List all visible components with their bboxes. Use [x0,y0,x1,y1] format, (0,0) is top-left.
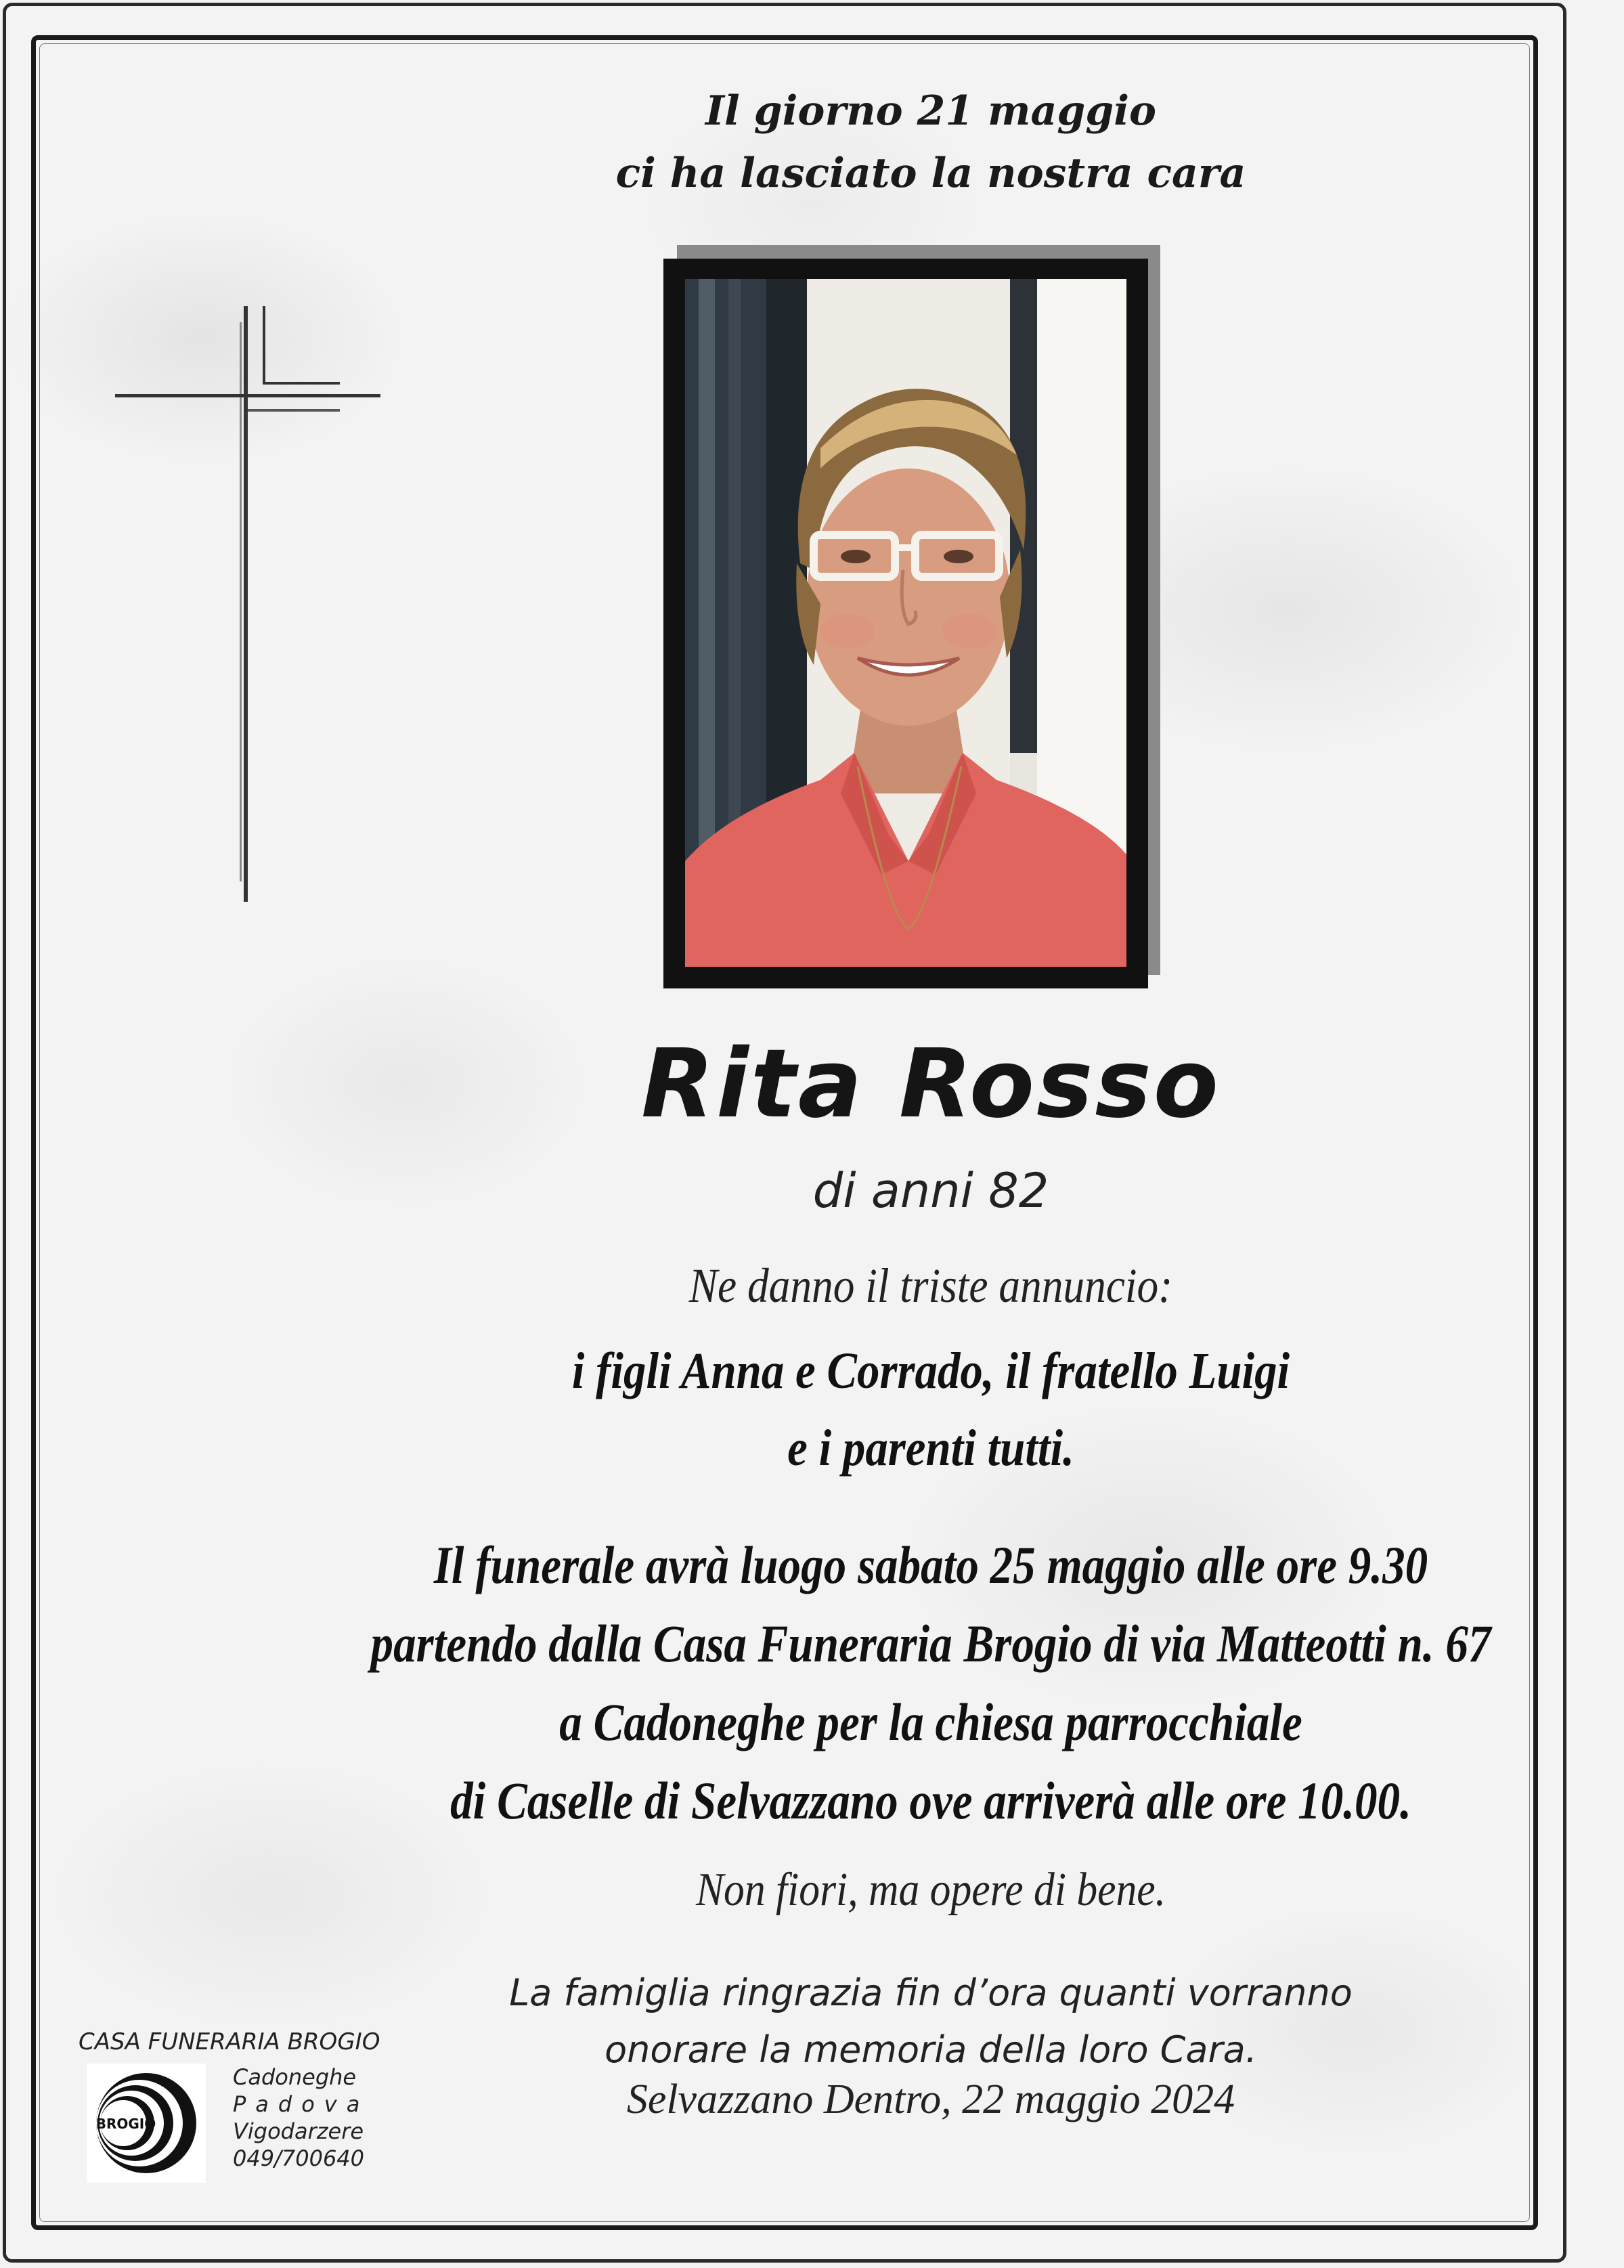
intro-line-date: Il giorno 21 maggio [705,87,1157,135]
brogio-logo [87,2064,206,2183]
place-and-date: Selvazzano Dentro, 22 maggio 2024 [626,2076,1235,2122]
brogio-logo-text: BROGIO [95,2116,156,2132]
funeral-home-block [79,2028,390,2191]
thanks-line-2: onorare la memoria della loro Cara. [605,2028,1257,2071]
portrait-illustration [685,279,1126,967]
family-block [112,1332,1624,1487]
location-vigodarzere: Vigodarzere [233,2118,364,2144]
brogio-logo-graphic [87,2064,206,2183]
thanks-line-1: La famiglia ringrazia fin d’ora quanti vorranno [509,1971,1353,2014]
portrait-border [663,259,1148,988]
location-padova: Padova [233,2091,370,2117]
funeral-line-time: Il funerale avrà luogo sabato 25 maggio alle ore 9.30 [433,1535,1428,1594]
funeral-home-phone: 049/700640 [233,2145,365,2171]
location-cadoneghe: Cadoneghe [233,2064,357,2090]
deceased-name: Rita Rosso [641,1029,1221,1139]
funeral-home-locations [233,2064,369,2172]
announce-line: Ne danno il triste annuncio: [688,1259,1173,1313]
portrait-photo [685,279,1126,967]
funeral-line-arrival: di Caselle di Selvazzano ove arriverà alle ore 10.00. [450,1771,1411,1830]
funeral-line-church: a Cadoneghe per la chiesa parrocchiale [559,1693,1302,1751]
family-line-relatives: e i parenti tutti. [787,1420,1074,1477]
intro-text [0,80,1624,204]
funeral-details [131,1526,1624,1840]
flowers-note: Non fiori, ma opere di bene. [695,1864,1166,1916]
family-line-children: i figli Anna e Corrado, il fratello Luigi [571,1343,1290,1399]
funeral-home-title: CASA FUNERARIA BROGIO [79,2028,380,2055]
deceased-age: di anni 82 [812,1163,1049,1219]
funeral-line-departure: partendo dalla Casa Funeraria Brogio di via Matteotti n. 67 [370,1614,1491,1673]
intro-line-left-us: ci ha lasciato la nostra cara [615,150,1246,197]
portrait-frame [663,245,1160,988]
cross-icon [115,306,386,902]
